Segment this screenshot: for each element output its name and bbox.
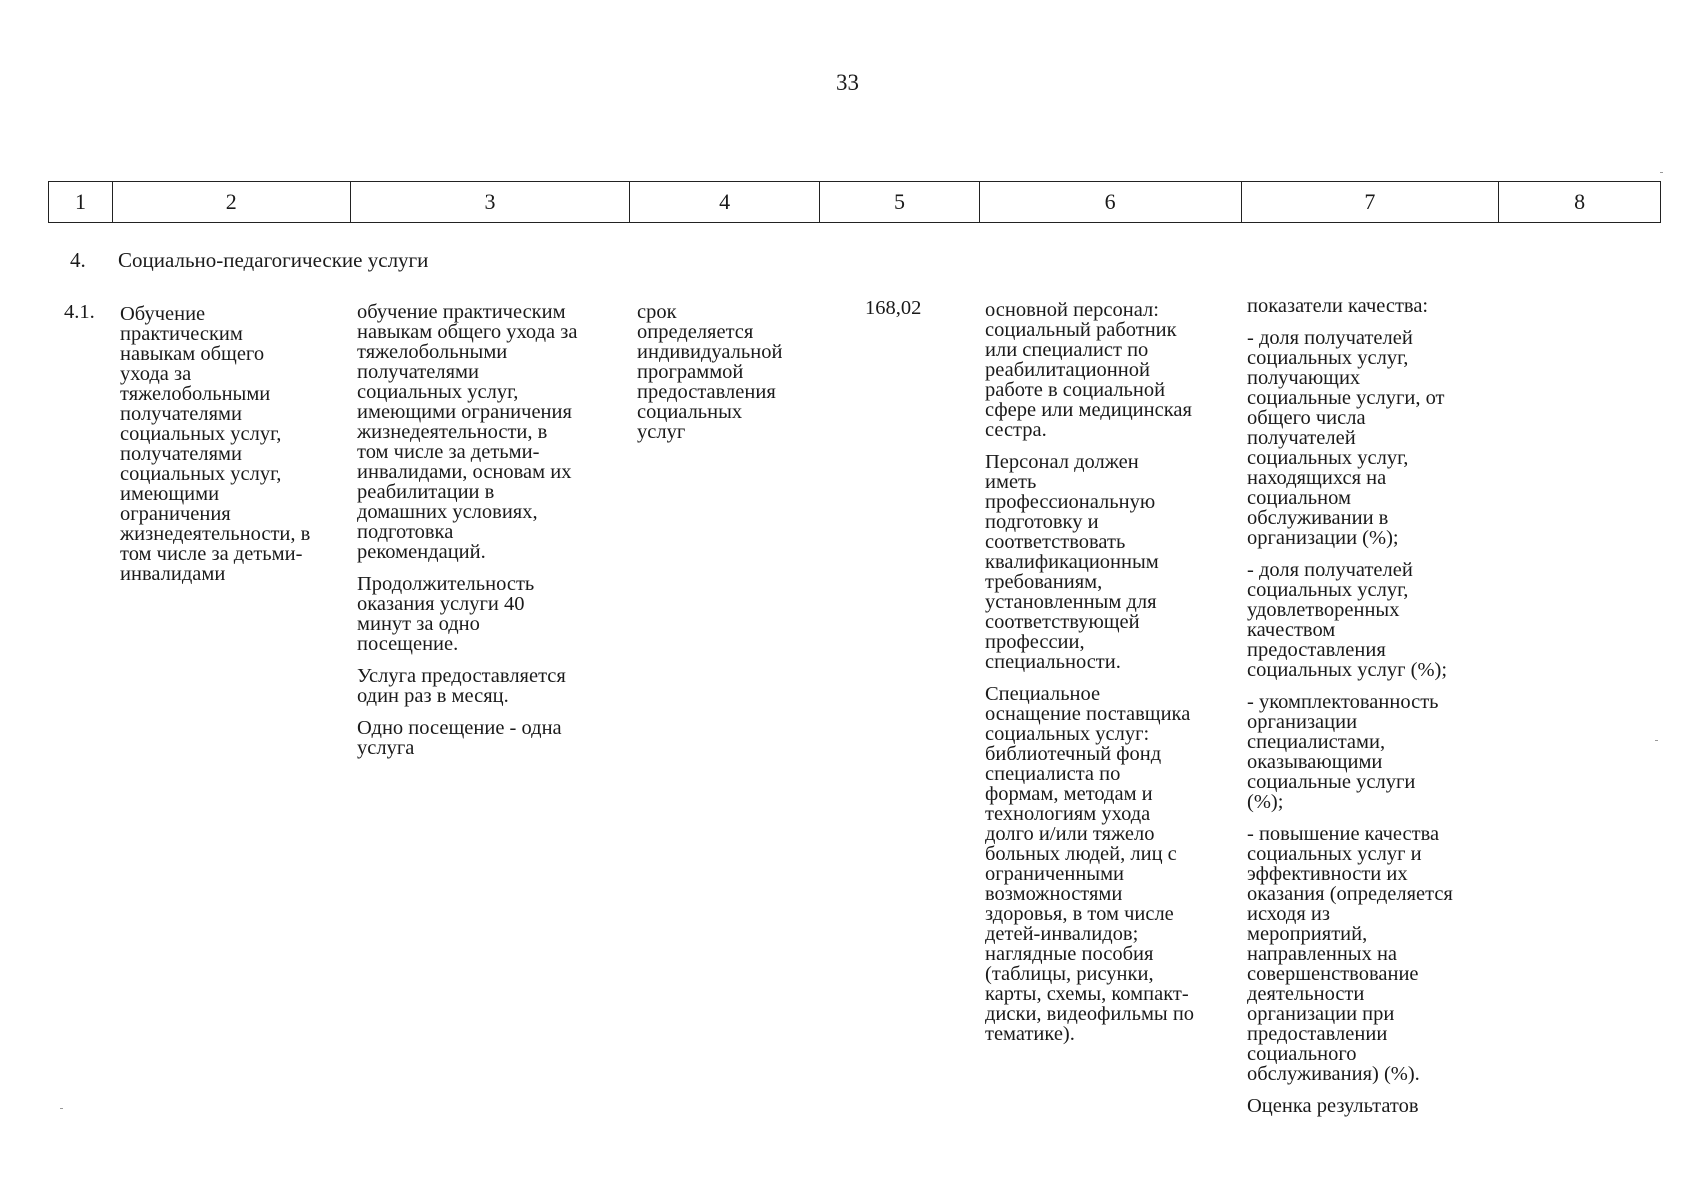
scan-artifact — [60, 1108, 63, 1109]
quality-indicators-cell — [1247, 296, 1507, 1128]
quality-paragraph: Оценка результатов — [1247, 1095, 1419, 1117]
row-number: 4.1. — [64, 301, 95, 323]
header-cell-8: 8 — [1574, 189, 1586, 214]
description-paragraph: Продолжительность оказания услуги 40 минут за одно посещение. — [357, 573, 535, 655]
tariff-cell: 168,02 — [865, 297, 922, 319]
header-cell-1: 1 — [49, 182, 113, 222]
quality-paragraph: - повышение качества социальных услуг и эффективности их оказания (определяется исходя из мероприятий, направленных на совершенствование деятельности организации при предоставлении социального обслуживания) (%). — [1247, 823, 1453, 1085]
section-heading — [70, 248, 428, 273]
page-number: 33 — [836, 70, 859, 95]
conditions-cell — [985, 300, 1240, 1056]
service-term-cell — [637, 302, 817, 454]
header-cell-6: 6 — [980, 182, 1242, 222]
quality-paragraph: - доля получателей социальных услуг, удовлетворенных качеством предоставления социальных услуг (%); — [1247, 559, 1448, 681]
header-cell-7: 7 — [1242, 182, 1500, 222]
section-title: Социально-педагогические услуги — [118, 248, 429, 272]
conditions-paragraph: Персонал должен иметь профессиональную подготовку и соответствовать квалификационным требованиям, установленным для соответствующей профессии, специальности. — [985, 451, 1159, 673]
column-number-header — [48, 181, 1661, 223]
scan-artifact — [1660, 172, 1663, 173]
scan-artifact — [1655, 740, 1658, 741]
conditions-paragraph: Специальное оснащение поставщика социальных услуг: библиотечный фонд специалиста по формам, методам и технологиям ухода долго и/или тяжело больных людей, лиц с ограниченными возможностями здоровья, в том числе детей-инвалидов; наглядные пособия (таблицы, рисунки, карты, схемы, компакт- диски, видеофильмы по тематике). — [985, 683, 1195, 1045]
header-cell-3: 3 — [351, 182, 631, 222]
service-term: срок определяется индивидуальной программой предоставления социальных услуг — [637, 301, 783, 443]
quality-paragraph: показатели качества: — [1247, 295, 1429, 317]
description-paragraph: обучение практическим навыкам общего ухода за тяжелобольными получателями социальных услуг, имеющими ограничения жизнедеятельности, в том числе за детьми- инвалидами, основам их реабилитации в домашних условиях, подготовка рекомендаций. — [357, 301, 578, 563]
quality-paragraph: - доля получателей социальных услуг, получающих социальные услуги, от общего числа получателей социальных услуг, находящихся на социальном обслуживании в организации (%); — [1247, 327, 1445, 549]
description-paragraph: Одно посещение - одна услуга — [357, 717, 562, 759]
conditions-paragraph: основной персонал: социальный работник или специалист по реабилитационной работе в социальной сфере или медицинская сестра. — [985, 299, 1192, 441]
service-name: Обучение практическим навыкам общего ухода за тяжелобольными получателями социальных услуг, получателями социальных услуг, имеющими ограничения жизнедеятельности, в том числе за детьми- инвалидами — [120, 303, 311, 585]
service-name-cell — [120, 304, 348, 596]
header-cell-2: 2 — [113, 182, 351, 222]
header-cell-4: 4 — [630, 182, 820, 222]
quality-paragraph: - укомплектованность организации специалистами, оказывающими социальные услуги (%); — [1247, 691, 1439, 813]
header-cell-5: 5 — [820, 182, 980, 222]
description-paragraph: Услуга предоставляется один раз в месяц. — [357, 665, 566, 707]
section-number: 4. — [70, 248, 86, 272]
service-description-cell — [357, 302, 627, 770]
